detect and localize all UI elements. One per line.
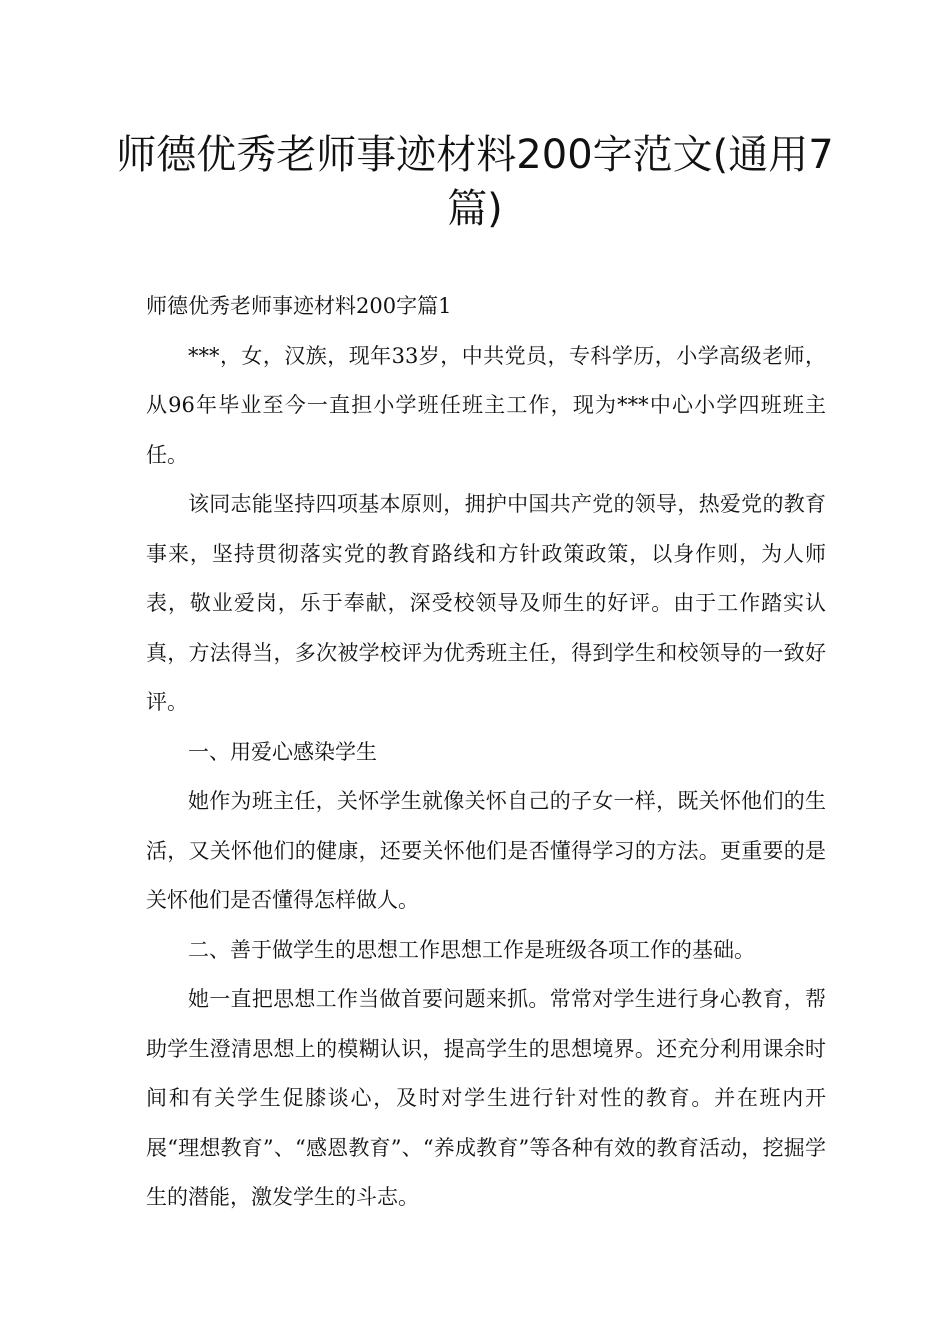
paragraph-intro: ***，女，汉族，现年33岁，中共党员，专科学历，小学高级老师，从96年毕业至今一直担小学班任班主工作，现为***中心小学四班班主任。 bbox=[146, 343, 826, 467]
document-title: 师德优秀老师事迹材料200字范文(通用7篇) bbox=[116, 132, 834, 232]
paragraph-thought-work: 她一直把思想工作当做首要问题来抓。常常对学生进行身心教育，帮助学生澄清思想上的模糊认识，提高学生的思想境界。还充分利用课余时间和有关学生促膝谈心，及时对学生进行针对性的教育。并在班内开展“理想教育”、“感恩教育”、“养成教育”等各种有效的教育活动，挖掘学生的潜能，激发学生的斗志。 bbox=[146, 987, 826, 1209]
paragraph-love: 她作为班主任，关怀学生就像关怀自己的子女一样，既关怀他们的生活，又关怀他们的健康，还要关怀他们是否懂得学习的方法。更重要的是关怀他们是否懂得怎样做人。 bbox=[146, 789, 826, 912]
document-body bbox=[146, 282, 826, 1223]
section-heading-thought-work: 二、善于做学生的思想工作思想工作是班级各项工作的基础。 bbox=[188, 937, 755, 962]
paragraph-principles: 该同志能坚持四项基本原则，拥护中国共产党的领导，热爱党的教育事来，坚持贯彻落实党的教育路线和方针政策政策，以身作则，为人师表，敬业爱岗，乐于奉献，深受校领导及师生的好评。由于工作踏实认真，方法得当，多次被学校评为优秀班主任，得到学生和校领导的一致好评。 bbox=[146, 492, 826, 714]
section-heading-love: 一、用爱心感染学生 bbox=[188, 739, 377, 764]
section-subheading: 师德优秀老师事迹材料200字篇1 bbox=[146, 294, 452, 318]
